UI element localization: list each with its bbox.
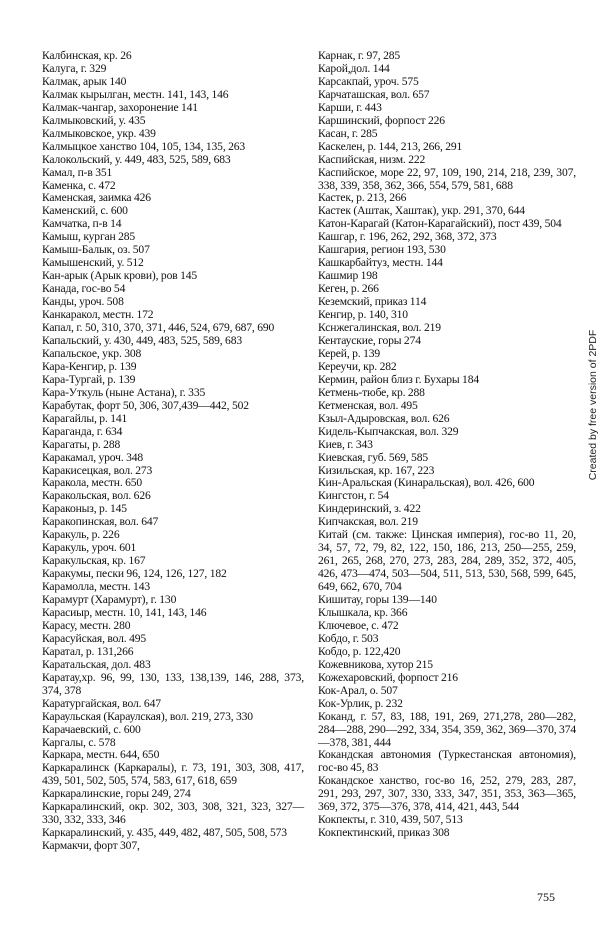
index-entry-text: Канкаракол, местн. 172: [42, 308, 154, 322]
index-entry-text: Каменский, с. 600: [42, 204, 128, 218]
index-entry: [318, 775, 576, 814]
index-entry-text: Киев, г. 343: [318, 437, 373, 451]
index-entry-text: Кашгар, г. 196, 262, 292, 368, 372, 373: [318, 230, 497, 244]
index-entry-text: Кипчакская, вол. 219: [318, 515, 418, 529]
index-entry-text: Китай (см. также: Цинская империя), гос-во 11, 20, 34, 57, 72, 79, 82, 122, 150, 186, 213, 250—255, 259, 261, 265, 268, 270, 273, 283, 284, 289, 352, 372, 405, 426, 473—474, 503—504, 511, 513, 530, 568, 599, 645, 649, 662, 670, 704: [318, 528, 576, 594]
index-entry-text: Кастек (Аштак, Хаштак), укр. 291, 370, 644: [318, 204, 525, 218]
index-entry-text: Кишитау, горы 139—140: [318, 593, 437, 607]
index-entry: [318, 167, 576, 193]
index-entry-text: Карой,дол. 144: [318, 61, 390, 75]
index-entry: [42, 762, 304, 788]
index-entry: [42, 801, 304, 827]
index-entry-text: Кеген, р. 266: [318, 282, 379, 296]
page-number: 755: [537, 890, 555, 904]
index-entry-text: Каркаралинск (Каркаралы), г. 73, 191, 303, 308, 417, 439, 501, 502, 505, 574, 583, 617, 618, 659: [42, 761, 304, 788]
index-column-left: [42, 50, 304, 853]
index-entry-text: Ключевое, с. 472: [318, 618, 399, 632]
index-entry-text: Канада, гос-во 54: [42, 282, 126, 296]
index-entry-text: Кашкарбайтуз, местн. 144: [318, 256, 443, 270]
index-entry-text: Каргалы, с. 578: [42, 735, 116, 749]
index-entry-text: Керей, р. 139: [318, 346, 381, 360]
index-entry-text: Каракуль, р. 226: [42, 528, 120, 542]
index-entry-text: Караганда, г. 634: [42, 424, 123, 438]
index-entry-text: Кокандское ханство, гос-во 16, 252, 279, 283, 287, 291, 293, 297, 307, 330, 333, 347, 351, 353, 363—365, 369, 372, 375—376, 378, 414, 421, 443, 544: [318, 774, 576, 814]
index-entry-text: Карсакпай, уроч. 575: [318, 74, 419, 88]
index-entry-text: Кенгир, р. 140, 310: [318, 308, 408, 322]
index-entry-text: Капал, г. 50, 310, 370, 371, 446, 524, 679, 687, 690: [42, 321, 275, 335]
index-entry-text: Кин-Аральская (Кинаральская), вол. 426, 600: [318, 476, 535, 490]
index-entry-text: Кастек, р. 213, 266: [318, 191, 407, 205]
index-entry-text: Кашмир 198: [318, 269, 378, 283]
index-entry-text: Кзыл-Адыровская, вол. 626: [318, 411, 450, 425]
index-entry-text: Карабутак, форт 50, 306, 307,439—442, 502: [42, 398, 249, 412]
index-entry-text: Кетменская, вол. 495: [318, 398, 418, 412]
index-entry-text: Каракисецкая, вол. 273: [42, 463, 153, 477]
index-entry-text: Кснжегалинская, вол. 219: [318, 321, 441, 335]
index-entry-text: Калмыковский, у. 435: [42, 113, 146, 127]
index-entry-text: Каменская, заимка 426: [42, 191, 151, 205]
index-entry-text: Кеземский, приказ 114: [318, 295, 427, 309]
index-entry-text: Касан, г. 285: [318, 126, 378, 140]
index-entry-text: Каратальская, дол. 483: [42, 657, 151, 671]
index-entry-text: Карчаташская, вол. 657: [318, 87, 430, 101]
index-entry-text: Камчатка, п-в 14: [42, 217, 122, 231]
index-entry-text: Калмыцкое ханство 104, 105, 134, 135, 263: [42, 139, 246, 153]
index-entry-text: Калмыковское, укр. 439: [42, 126, 156, 140]
index-entry: [318, 827, 576, 840]
index-entry-text: Кетмень-тюбе, кр. 288: [318, 385, 425, 399]
index-entry-text: Каркаралинские, горы 249, 274: [42, 787, 191, 801]
index-entry-text: Канды, уроч. 508: [42, 295, 124, 309]
index-entry-text: Каратау,хр. 96, 99, 130, 133, 138,139, 146, 288, 373, 374, 378: [42, 670, 304, 697]
index-entry-text: Калмак-чангар, захоронение 141: [42, 100, 198, 114]
index-entry-text: Кожехаровский, форпост 216: [318, 670, 458, 684]
index-entry-text: Кашгария, регион 193, 530: [318, 243, 446, 257]
index-entry-text: Каркаралинский, окр. 302, 303, 308, 321, 323, 327—330, 332, 333, 346: [42, 800, 304, 827]
index-entry-text: Киндеринский, з. 422: [318, 502, 421, 516]
index-entry-text: Камал, п-в 351: [42, 165, 113, 179]
index-entry-text: Коканд, г. 57, 83, 188, 191, 269, 271,278, 280—282, 284—288, 290—292, 334, 354, 359, 362, 369—370, 374—378, 381, 444: [318, 709, 576, 749]
index-entry-text: Каракола, местн. 650: [42, 476, 143, 490]
index-entry-text: Капальское, укр. 308: [42, 346, 142, 360]
index-column-right: [318, 50, 576, 840]
index-entry-text: Караульская (Караулская), вол. 219, 273, 330: [42, 709, 253, 723]
index-entry-text: Кок-Арал, о. 507: [318, 683, 398, 697]
index-entry-text: Калокольский, у. 449, 483, 525, 589, 683: [42, 152, 231, 166]
index-entry-text: Кокандская автономия (Туркестанская автономия), гос-во 45, 83: [318, 748, 576, 775]
index-entry-text: Караконыз, р. 145: [42, 502, 127, 516]
index-entry-text: Каратал, р. 131,266: [42, 644, 134, 658]
index-entry-text: Кокпекты, г. 310, 439, 507, 513: [318, 813, 463, 827]
index-entry-text: Каракольская, вол. 626: [42, 489, 151, 503]
index-entry-text: Кидель-Кыпчакская, вол. 329: [318, 424, 459, 438]
index-entry-text: Каракамал, уроч. 348: [42, 450, 144, 464]
index-entry-text: Кан-арык (Арык крови), ров 145: [42, 269, 198, 283]
index-entry-text: Кингстон, г. 54: [318, 489, 389, 503]
index-entry-text: Катон-Карагай (Катон-Карагайский), пост 439, 504: [318, 217, 562, 231]
index-entry-text: Кереучи, кр. 282: [318, 359, 397, 373]
index-entry: [318, 711, 576, 750]
index-entry-text: Каспийское, море 22, 97, 109, 190, 214, 218, 239, 307, 338, 339, 358, 362, 366, 554, 579, 581, 688: [318, 165, 576, 192]
index-entry-text: Каратургайская, вол. 647: [42, 696, 161, 710]
index-entry-text: Каскелен, р. 144, 213, 266, 291: [318, 139, 463, 153]
index-entry-text: Каракуль, уроч. 601: [42, 541, 137, 555]
index-entry-text: Каршинский, форпост 226: [318, 113, 445, 127]
index-entry-text: Кизильская, кр. 167, 223: [318, 463, 435, 477]
index-entry-text: Карнак, г. 97, 285: [318, 49, 401, 62]
index-entry-text: Каркаралинский, у. 435, 449, 482, 487, 505, 508, 573: [42, 826, 287, 840]
index-entry-text: Кара-Тургай, р. 139: [42, 372, 136, 386]
index-entry-text: Камыш, курган 285: [42, 230, 136, 244]
index-entry-text: Кобдо, г. 503: [318, 631, 379, 645]
index-entry-text: Калмак кырылган, местн. 141, 143, 146: [42, 87, 229, 101]
index-entry-text: Каркара, местн. 644, 650: [42, 748, 160, 762]
index-entry: [318, 749, 576, 775]
index-entry-text: Кентауские, горы 274: [318, 333, 421, 347]
index-entry-text: Камышенский, у. 512: [42, 256, 144, 270]
index-entry-text: Каракопинская, вол. 647: [42, 515, 159, 529]
index-entry-text: Каменка, с. 472: [42, 178, 116, 192]
index-entry-text: Карамурт (Харамурт), г. 130: [42, 593, 177, 607]
index-entry-text: Карачаевский, с. 600: [42, 722, 141, 736]
index-entry-text: Кобдо, р. 122,420: [318, 644, 401, 658]
index-entry-text: Клышкала, кр. 366: [318, 605, 408, 619]
index-entry-text: Калмак, арык 140: [42, 74, 127, 88]
index-entry-text: Калуга, г. 329: [42, 61, 107, 75]
index-entry-text: Карагайлы, р. 141: [42, 411, 128, 425]
index-entry-text: Карши, г. 443: [318, 100, 382, 114]
index-entry-text: Каракумы, пески 96, 124, 126, 127, 182: [42, 567, 227, 581]
index-entry-text: Киевская, губ. 569, 585: [318, 450, 428, 464]
index-entry-text: Камыш-Балык, оз. 507: [42, 243, 150, 257]
index-entry-text: Кок-Урлик, р. 232: [318, 696, 403, 710]
index-entry-text: Карасуйская, вол. 495: [42, 631, 147, 645]
index-entry-text: Кожевникова, хутор 215: [318, 657, 433, 671]
index-entry-text: Кара-Уткуль (ныне Астана), г. 335: [42, 385, 206, 399]
index-entry-text: Каракульская, кр. 167: [42, 554, 146, 568]
index-entry-text: Кара-Кенгир, р. 139: [42, 359, 137, 373]
index-entry-text: Карасу, местн. 280: [42, 618, 131, 632]
index-entry: [42, 840, 304, 853]
index-entry: [318, 529, 576, 594]
index-entry-text: Карасиыр, местн. 10, 141, 143, 146: [42, 605, 207, 619]
index-entry-text: Калбинская, кр. 26: [42, 49, 132, 62]
index-entry-text: Капальский, у. 430, 449, 483, 525, 589, 683: [42, 333, 242, 347]
index-entry-text: Кокпектинский, приказ 308: [318, 826, 450, 840]
index-entry-text: Кармакчи, форт 307,: [42, 839, 140, 853]
watermark: [586, 110, 600, 700]
index-entry-text: Кермин, район близ г. Бухары 184: [318, 372, 480, 386]
index-entry-text: Карагаты, р. 288: [42, 437, 121, 451]
index-entry-text: Каспийская, низм. 222: [318, 152, 426, 166]
index-entry: [42, 672, 304, 698]
watermark-text: Created by free version of 2PDF: [587, 329, 599, 481]
index-entry-text: Карамолла, местн. 143: [42, 580, 150, 594]
